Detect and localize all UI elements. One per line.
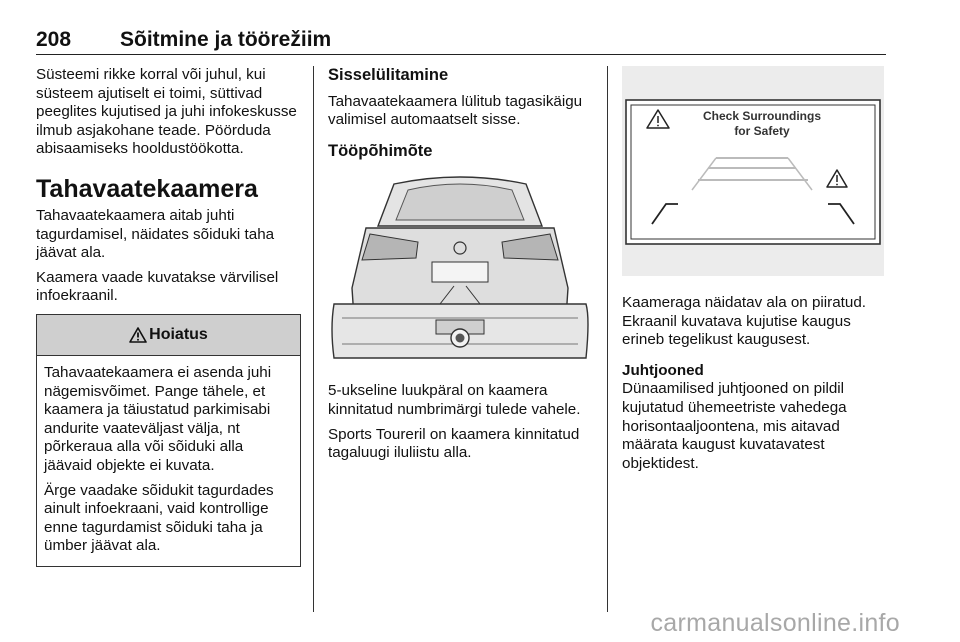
column-divider (313, 66, 314, 612)
camera-display-illustration (622, 66, 884, 276)
watermark: carmanualsonline.info (650, 609, 900, 637)
column-right (622, 66, 890, 479)
rear-camera-location-illustration (328, 168, 592, 368)
section-heading: Tööpõhimõte (328, 141, 433, 160)
warning-title: Hoiatus (149, 325, 208, 343)
chapter-title: Sõitmine ja töörežiim (120, 28, 332, 51)
column-divider (607, 66, 608, 612)
paragraph: Kaameraga näidatav ala on piiratud. Ekraanil kuvatava kujutise kaugus erineb tegelikust kaugusest. (622, 294, 867, 349)
column-middle (328, 66, 596, 469)
camera-screen (622, 66, 884, 276)
screen-text-line1: Check Surroundings (702, 109, 822, 123)
page-header (36, 26, 886, 55)
paragraph: Tahavaatekaamera aitab juhti tagurdamisel, näidates sõiduki taha jäävat ala. (36, 206, 275, 262)
column-left (36, 66, 301, 567)
warning-header (37, 315, 300, 356)
warning-body (37, 356, 300, 566)
intro-paragraph: Süsteemi rikke korral või juhul, kui süsteem ajutiselt ei toimi, süttivad peeglites kujutised ja juhi infokeskusse ilmub asjakohane teade. Pöörduda abisaamiseks hooldustöökotta. (36, 66, 297, 158)
warning-paragraph: Ärge vaadake sõidukit tagurdades ainult infoekraani, vaid kontrollige enne tagurdamist sõiduki taha ja ümber jäävat ala. (44, 481, 274, 555)
section-heading: Sisselülitamine (328, 66, 449, 84)
screen-text-line2: for Safety (734, 124, 790, 138)
warning-paragraph: Tahavaatekaamera ei asenda juhi nägemisvõimet. Pange tähele, et kaamera ja täiustatud parkimisabi andurite vaateväljast välja, nt põrkeraua alla või sõiduki alla jäävaid objekte ei kuvata. (44, 363, 272, 474)
paragraph: Tahavaatekaamera lülitub tagasikäigu valimisel automaatselt sisse. (328, 92, 583, 129)
warning-triangle-icon (129, 327, 147, 343)
paragraph: Dünaamilised juhtjooned on pildil kujutatud ühemeetriste vahedega horisontaaljoontena, mis aitavad määrata kaugust kuvatavatest objektidest. (622, 380, 847, 472)
paragraph: Kaamera vaade kuvatakse värvilisel infoekraanil. (36, 268, 279, 305)
figure-caption: Sports Toureril on kaamera kinnitatud tagaluugi iluliistu alla. (328, 425, 580, 462)
page-number: 208 (36, 28, 72, 51)
figure-caption: 5-ukseline luukpäral on kaamera kinnitatud numbrimärgi tulede vahele. (328, 382, 581, 418)
car-rear-icon (328, 168, 592, 368)
section-heading: Tahavaatekaamera (36, 174, 258, 203)
subheading: Juhtjooned (622, 361, 704, 379)
warning-box (36, 314, 301, 567)
